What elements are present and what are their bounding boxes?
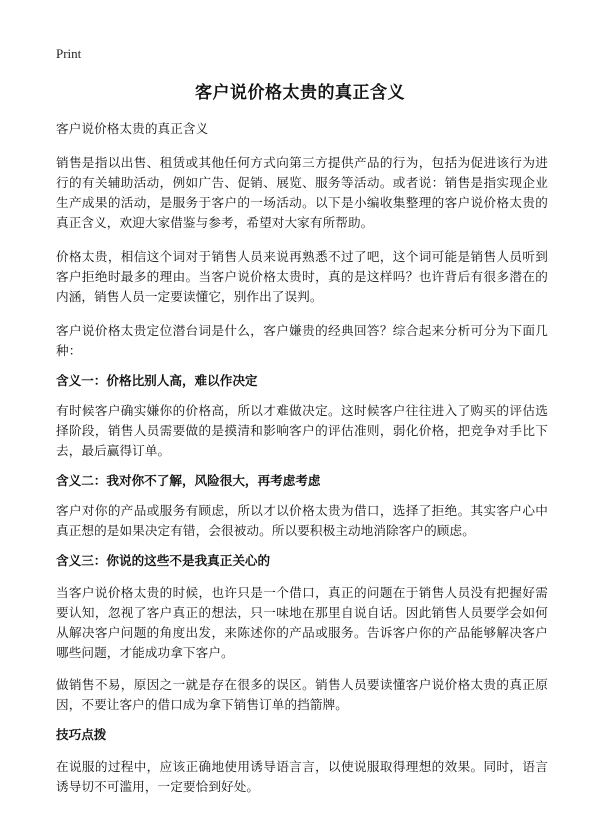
section-paragraph: 客户对你的产品或服务有顾虑，所以才以价格太贵为借口，选择了拒绝。其实客户心中真正想的是如果决定有错，会很被动。所以要积极主动地消除客户的顾虑。 <box>56 503 548 538</box>
section-paragraph: 当客户说价格太贵的时候，也许只是一个借口，真正的问题在于销售人员没有把握好需要认知，忽视了客户真正的想法，只一味地在那里自说自话。因此销售人员要学会如何从解决客户问题的角度出发，来陈述你的产品或服务。告诉客户你的产品能够解决客户哪些问题，才能成功拿下客户。 <box>56 585 548 660</box>
intro-paragraph: 客户说价格太贵定位潜台词是什么，客户嫌贵的经典回答？综合起来分析可分为下面几种： <box>56 323 548 358</box>
article-subtitle: 客户说价格太贵的真正含义 <box>56 121 209 136</box>
section-heading: 含义三：你说的这些不是我真正关心的 <box>56 553 271 568</box>
print-link[interactable]: Print <box>56 46 82 61</box>
section-paragraph: 做销售不易，原因之一就是存在很多的误区。销售人员要读懂客户说价格太贵的真正原因，不要让客户的借口成为拿下销售订单的挡箭牌。 <box>56 677 548 712</box>
section-heading: 技巧点拨 <box>56 727 107 742</box>
section-paragraph: 在说服的过程中，应该正确地使用诱导语言言，以使说服取得理想的效果。同时，语言诱导切不可滥用，一定要恰到好处。 <box>56 759 548 794</box>
section-heading: 含义二：我对你不了解，风险很大，再考虑考虑 <box>56 473 321 488</box>
intro-paragraph: 销售是指以出售、租赁或其他任何方式向第三方提供产品的行为，包括为促进该行为进行的有关辅助活动，例如广告、促销、展览、服务等活动。或者说：销售是指实现企业生产成果的活动，是服务于客户的一场活动。以下是小编收集整理的客户说价格太贵的真正含义，欢迎大家借鉴与参考，希望对大家有所帮助。 <box>56 155 548 230</box>
intro-paragraph: 价格太贵，相信这个词对于销售人员来说再熟悉不过了吧，这个词可能是销售人员听到客户拒绝时最多的理由。当客户说价格太贵时，真的是这样吗？也许背后有很多潜在的内涵，销售人员一定要读懂它，别作出了误判。 <box>56 249 548 304</box>
page-title: 客户说价格太贵的真正含义 <box>195 83 405 103</box>
section-paragraph: 有时候客户确实嫌你的价格高，所以才难做决定。这时候客户往往进入了购买的评估选择阶段，销售人员需要做的是摸清和影响客户的评估准则，弱化价格，把竞争对手比下去，最后赢得订单。 <box>56 403 548 458</box>
section-heading: 含义一：价格比别人高，难以作决定 <box>56 373 258 388</box>
article-body <box>56 119 548 797</box>
